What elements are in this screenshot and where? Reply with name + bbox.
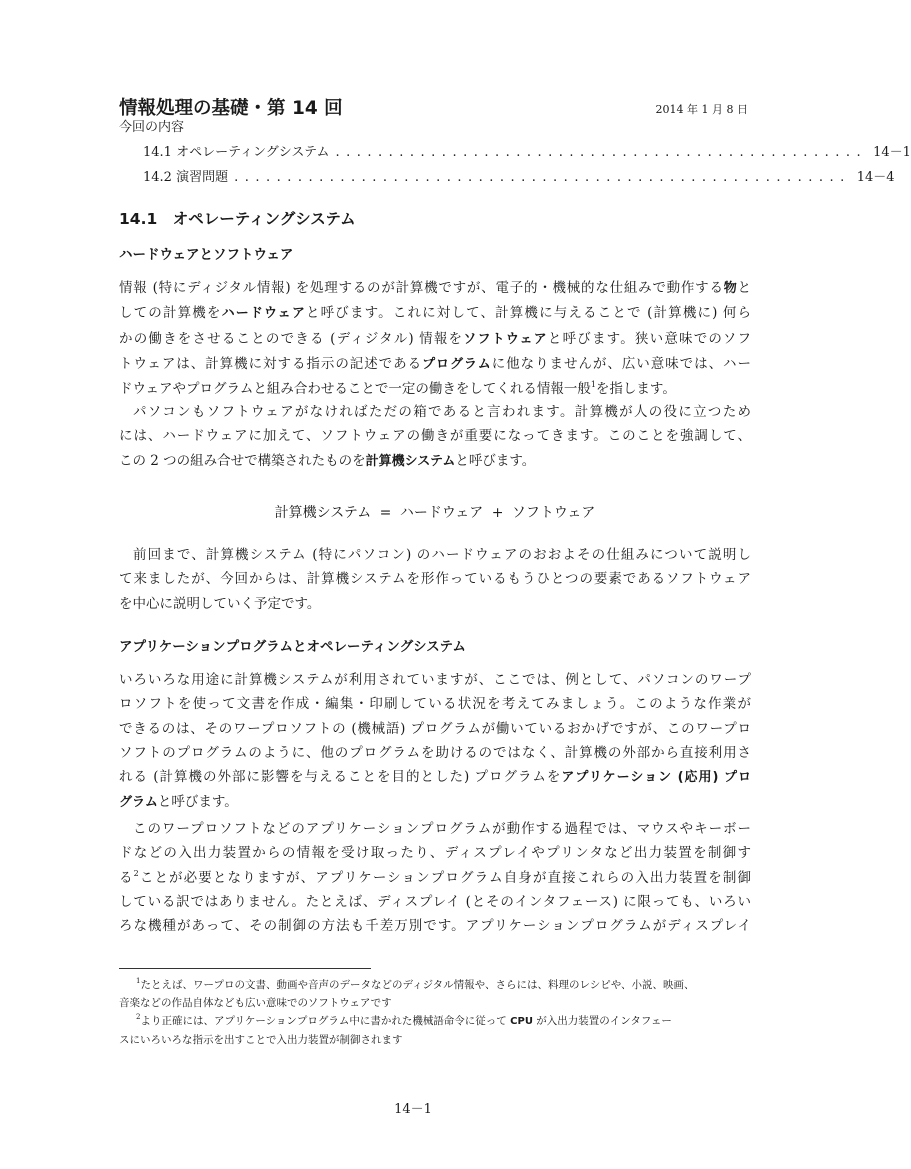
bold-term: アプリケーション (応用) プロ: [561, 770, 752, 786]
text-line: 前回まで、計算機システム (特にパソコン) のハードウェアのおおよその仕組みについて説明し: [133, 547, 751, 563]
text-line: できるのは、そのワープロソフトの (機械語) プログラムが働いているおかげですが、このワープロ: [119, 720, 751, 737]
text-line: ドなどの入出力装置からの情報を受け取ったり、ディスプレイやプリンタなど出力装置を制御す: [119, 845, 751, 862]
bold-term: ハードウェア: [221, 306, 306, 322]
paragraph: [119, 817, 751, 938]
footnote-mark: 2: [136, 1013, 141, 1021]
text-line: している訳ではありません。たとえば、ディスプレイ (とそのインタフェース) に限っても、いろい: [119, 893, 751, 910]
text-line: パソコンもソフトウェアがなければただの箱であると言われます。計算機が人の役に立つため: [133, 404, 751, 420]
paragraph: [119, 543, 751, 616]
toc-entry-label: 14.1 オペレーティングシステム: [143, 145, 330, 160]
text-line: しての計算機をハードウェアと呼びます。これに対して、計算機に与えることで (計算機に) 何ら: [119, 305, 752, 322]
footnote-2-continued: スにいろいろな指示を出すことで入出力装置が制御されます: [119, 1034, 403, 1046]
bold-term: CPU: [510, 1016, 533, 1027]
bold-term: 計算機システム: [365, 453, 456, 469]
lecture-date: 2014 年 1 月 8 日: [655, 103, 748, 116]
footnote-ref[interactable]: 1: [590, 380, 596, 390]
text-line: には、ハードウェアに加えて、ソフトウェアの働きが重要になってきます。このことを強調して、: [119, 428, 751, 445]
text-line: て来ましたが、今回からは、計算機システムを形作っているもうひとつの要素であるソフトウェア: [119, 571, 751, 588]
toc-entry-page: 14－4: [856, 170, 895, 185]
toc-entry-14-1[interactable]: [143, 141, 911, 160]
text-line: れる (計算機の外部に影響を与えることを目的とした) プログラムをアプリケーション (応用) プロ: [119, 769, 752, 786]
text-line: る$^2$ことが必要となりますが、アプリケーションプログラム自身が直接これらの入出力装置を制御: [119, 868, 752, 886]
bold-term: プログラム: [422, 356, 492, 372]
toc-dot-leader: ..................................................: [335, 145, 868, 160]
paragraph: [119, 668, 751, 816]
paragraph: [119, 400, 751, 474]
text-line: トウェアは、計算機に対する指示の記述であるプログラムに他なりませんが、広い意味では、ハー: [119, 355, 751, 372]
text-line: ドウェアやプログラムと組み合わせることで一定の働きをしてくれる情報一般$^1$を指します。: [119, 380, 676, 398]
toc-entry-14-2[interactable]: [143, 166, 895, 185]
text-line: グラムと呼びます。: [119, 794, 238, 811]
text-line: いろいろな用途に計算機システムが利用されていますが、ここでは、例として、パソコンのワープ: [119, 672, 751, 688]
equation: 計算機システム = ハードウェア + ソフトウェア: [274, 505, 596, 521]
footnote-1: $^1$たとえば、ワープロの文書、動画や音声のデータなどのディジタル情報や、さらには、料理のレシピや、小説、映画、: [136, 977, 695, 991]
text-line: ろな機種があって、その制御の方法も千差万別です。アプリケーションプログラムがディスプレイ: [119, 918, 751, 935]
footnote-mark: 1: [136, 977, 141, 985]
text-line: ロソフトを使って文書を作成・編集・印刷している状況を考えてみましょう。このような作業が: [119, 696, 751, 713]
toc-dot-leader: ..........................................................: [234, 170, 851, 185]
text-line: このワープロソフトなどのアプリケーションプログラムが動作する過程では、マウスやキーボー: [133, 821, 751, 837]
footnote-1-continued: 音楽などの作品自体なども広い意味でのソフトウェアです: [119, 997, 392, 1009]
page-number: 14－1: [394, 1102, 432, 1117]
toc-entry-page: 14－1: [873, 145, 911, 160]
text-line: かの働きをさせることのできる (ディジタル) 情報をソフトウェアと呼びます。狭い意味でのソフ: [119, 330, 751, 347]
text-line: を中心に説明していく予定です。: [119, 595, 321, 612]
subsection-heading-hardware-software: ハードウェアとソフトウェア: [119, 247, 294, 263]
toc-entry-label: 14.2 演習問題: [143, 170, 229, 185]
footnote-2: $^2$より正確には、アプリケーションプログラム中に書かれた機械語命令に従って CPU が入出力装置のインタフェー: [136, 1013, 672, 1027]
text-line: 情報 (特にディジタル情報) を処理するのが計算機ですが、電子的・機械的な仕組みで動作する物と: [119, 280, 751, 296]
paragraph: [119, 276, 751, 401]
bold-term: ソフトウェア: [463, 331, 548, 347]
footnote-divider: [119, 968, 371, 969]
text-line: ソフトのプログラムのように、他のプログラムを助けるのではなく、計算機の外部から直接利用さ: [119, 744, 751, 761]
footnote-ref[interactable]: 2: [133, 868, 139, 878]
toc-heading: 今回の内容: [119, 120, 185, 135]
page-title: 情報処理の基礎・第 14 回: [119, 98, 343, 119]
section-heading: 14.1 オペレーティングシステム: [119, 210, 356, 228]
text-line: この 2 つの組み合せで構築されたものを計算機システムと呼びます。: [119, 452, 536, 469]
subsection-heading-application-os: アプリケーションプログラムとオペレーティングシステム: [119, 639, 466, 655]
bold-term: グラム: [119, 795, 158, 811]
footnotes: [119, 976, 751, 1049]
bold-term: 物: [723, 281, 738, 296]
